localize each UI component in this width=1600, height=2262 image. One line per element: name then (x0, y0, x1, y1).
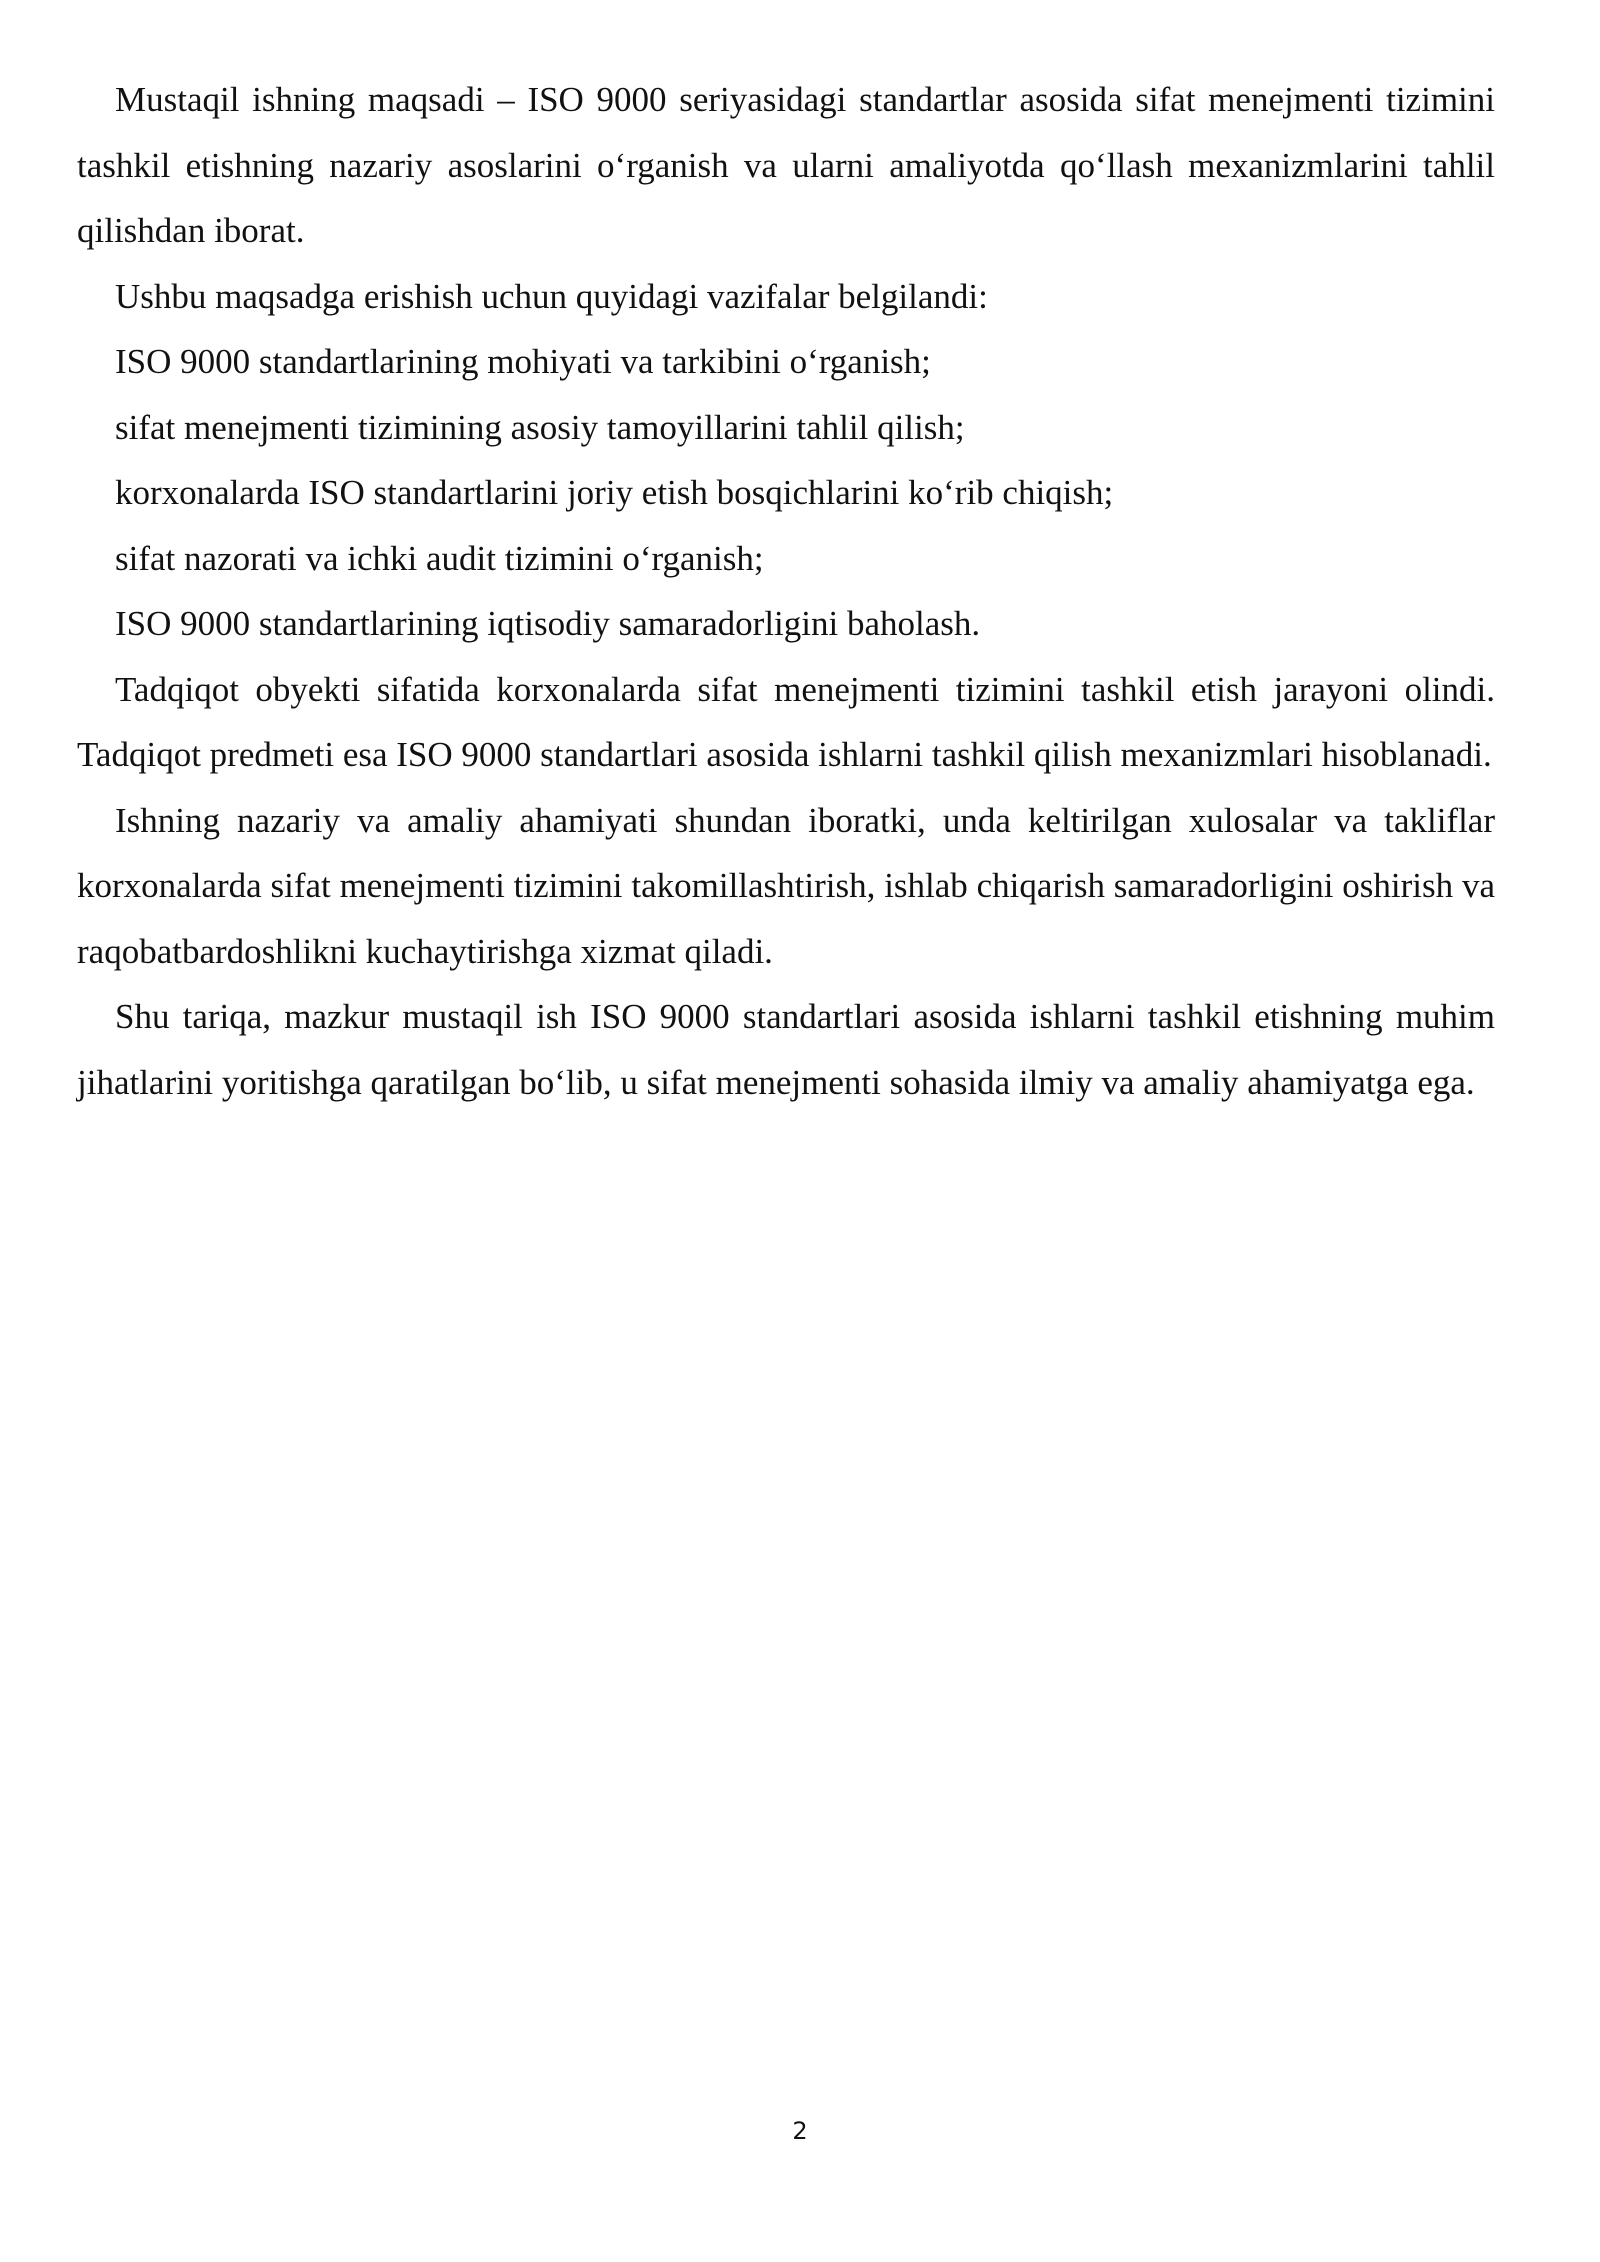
paragraph-purpose: Mustaqil ishning maqsadi – ISO 9000 seriyasidagi standartlar asosida sifat menejmenti tizimini tashkil etishning nazariy asoslarini o‘rganish va ularni amaliyotda qo‘llash mexanizmlarini tahlil qilishdan iborat. (77, 80, 1495, 250)
task-item: sifat nazorati va ichki audit tizimini o‘rganish; (115, 538, 764, 578)
task-item: ISO 9000 standartlarining mohiyati va tarkibini o‘rganish; (115, 342, 931, 381)
paragraph-significance: Ishning nazariy va amaliy ahamiyati shundan iboratki, unda keltirilgan xulosalar va takliflar korxonalarda sifat menejmenti tizimini takomillashtirish, ishlab chiqarish samaradorligini oshirish va raqobatbardoshlikni kuchaytirishga xizmat qiladi. (77, 800, 1495, 971)
task-item: korxonalarda ISO standartlarini joriy etish bosqichlarini ko‘rib chiqish; (115, 473, 1114, 512)
paragraph-tasks-intro: Ushbu maqsadga erishish uchun quyidagi vazifalar belgilandi: (115, 276, 988, 316)
paragraph-research-object: Tadqiqot obyekti sifatida korxonalarda sifat menejmenti tizimini tashkil etish jarayoni olindi. Tadqiqot predmeti esa ISO 9000 standartlari asosida ishlarni tashkil qilish mexanizmlari hisoblanadi. (77, 669, 1495, 774)
paragraph-conclusion: Shu tariqa, mazkur mustaqil ish ISO 9000 standartlari asosida ishlarni tashkil etishning muhim jihatlarini yoritishga qaratilgan bo‘lib, u sifat menejmenti sohasida ilmiy va amaliy ahamiyatga ega. (77, 997, 1495, 1102)
page-number: 2 (792, 2117, 808, 2145)
task-item: sifat menejmenti tizimining asosiy tamoyillarini tahlil qilish; (115, 407, 965, 447)
document-body (77, 67, 1495, 1115)
task-item: ISO 9000 standartlarining iqtisodiy samaradorligini baholash. (115, 604, 981, 643)
